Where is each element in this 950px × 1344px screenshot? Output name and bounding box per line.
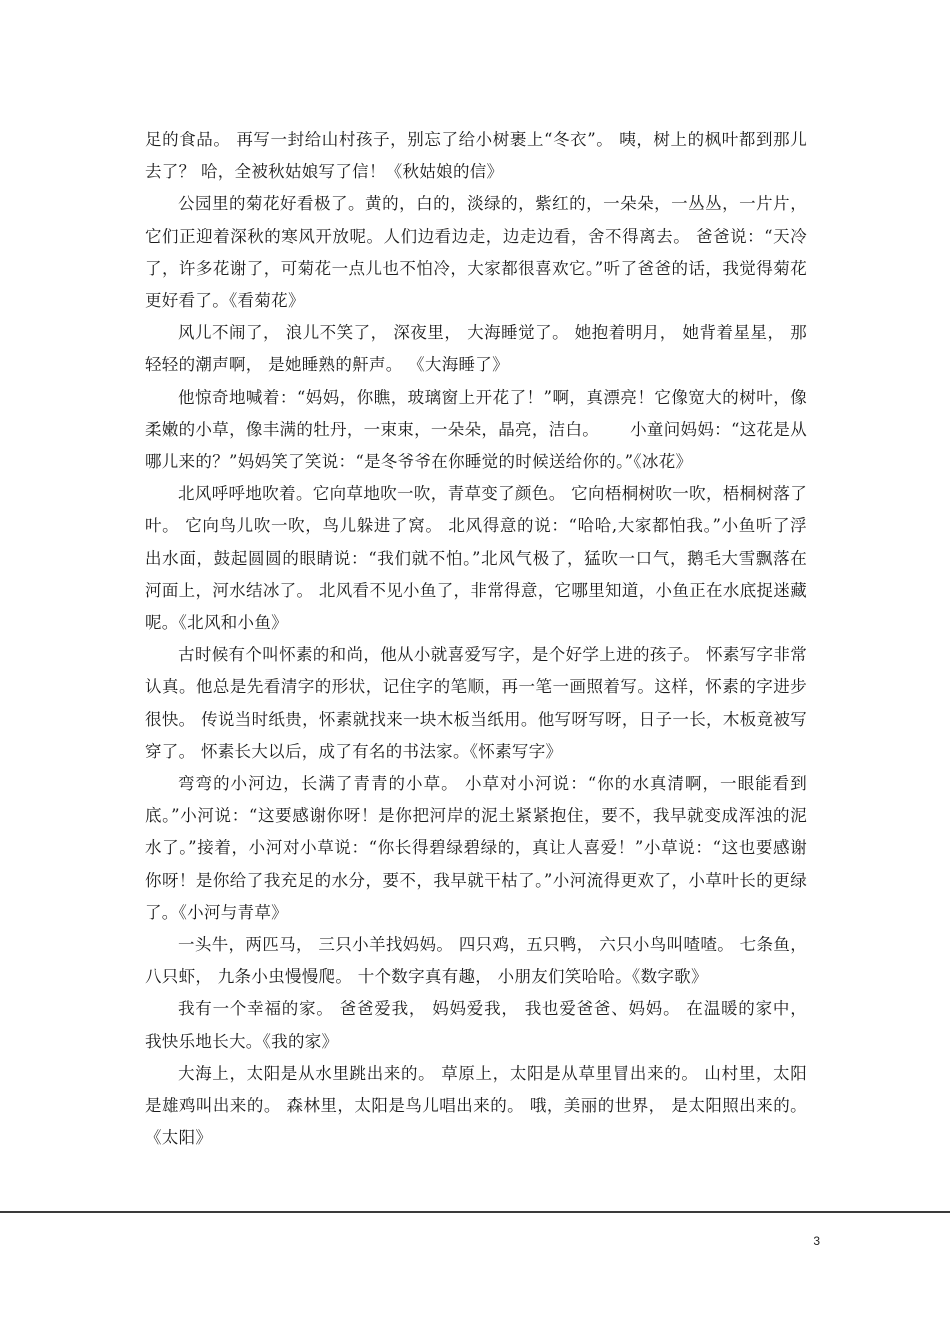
paragraph-autumn-letter: 足的食品。 再写一封给山村孩子，别忘了给小树裹上“冬衣”。 咦，树上的枫叶都到那儿去了？ 哈，全被秋姑娘写了信！《秋姑娘的信》 — [145, 130, 807, 182]
paragraph-chrysanthemum: 公园里的菊花好看极了。黄的，白的，淡绿的，紫红的，一朵朵，一丛丛，一片片，它们正迎着深秋的寒风开放呢。人们边看边走，边走边看，舍不得离去。 爸爸说：“天冷了，许多花谢了，可菊花一点儿也不怕冷，大家都很喜欢它。”听了爸爸的话，我觉得菊花更好看了。《看菊花》 — [145, 194, 807, 311]
paragraph-sea-asleep: 风儿不闹了， 浪儿不笑了， 深夜里， 大海睡觉了。 她抱着明月， 她背着星星， 那轻轻的潮声啊， 是她睡熟的鼾声。 《大海睡了》 — [145, 323, 807, 375]
footer-divider — [0, 1211, 950, 1213]
paragraph-my-home: 我有一个幸福的家。 爸爸爱我， 妈妈爱我， 我也爱爸爸、妈妈。 在温暖的家中， 我快乐地长大。《我的家》 — [145, 999, 807, 1051]
page-body — [145, 124, 807, 1155]
paragraph-ice-flower: 他惊奇地喊着：“妈妈，你瞧，玻璃窗上开花了！”啊，真漂亮！它像宽大的树叶，像柔嫩的小草，像丰满的牡丹，一束束，一朵朵，晶亮，洁白。 小童问妈妈：“这花是从哪儿来的？”妈妈笑了笑说：“是冬爷爷在你睡觉的时候送给你的。”《冰花》 — [145, 387, 807, 472]
page-number: 3 — [813, 1234, 820, 1248]
paragraph-number-song: 一头牛，两匹马， 三只小羊找妈妈。 四只鸡，五只鸭， 六只小鸟叫喳喳。 七条鱼，八只虾， 九条小虫慢慢爬。 十个数字真有趣， 小朋友们笑哈哈。《数字歌》 — [145, 935, 807, 987]
paragraph-sun: 大海上，太阳是从水里跳出来的。 草原上，太阳是从草里冒出来的。 山村里，太阳是雄鸡叫出来的。 森林里，太阳是鸟儿唱出来的。 哦，美丽的世界， 是太阳照出来的。《太阳》 — [145, 1063, 807, 1148]
paragraph-north-wind: 北风呼呼地吹着。它向草地吹一吹，青草变了颜色。 它向梧桐树吹一吹，梧桐树落了叶。 它向鸟儿吹一吹，鸟儿躲进了窝。 北风得意的说：“哈哈,大家都怕我。”小鱼听了浮出水面，鼓起圆圆的眼睛说：“我们就不怕。”北风气极了，猛吹一口气，鹅毛大雪飘落在河面上，河水结冰了。 北风看不见小鱼了，非常得意，它哪里知道，小鱼正在水底捉迷藏呢。《北风和小鱼》 — [145, 484, 807, 633]
paragraph-huaisu: 古时候有个叫怀素的和尚，他从小就喜爱写字，是个好学上进的孩子。 怀素写字非常认真。他总是先看清字的形状，记住字的笔顺，再一笔一画照着写。这样，怀素的字进步很快。 传说当时纸贵，怀素就找来一块木板当纸用。他写呀写呀，日子一长，木板竟被写穿了。 怀素长大以后，成了有名的书法家。《怀素写字》 — [145, 645, 807, 761]
paragraph-river-grass: 弯弯的小河边，长满了青青的小草。 小草对小河说：“你的水真清啊，一眼能看到底。”小河说：“这要感谢你呀！是你把河岸的泥土紧紧抱住，要不，我早就变成浑浊的泥水了。”接着，小河对小草说：“你长得碧绿碧绿的，真让人喜爱！”小草说：“这也要感谢你呀！是你给了我充足的水分，要不，我早就干枯了。”小河流得更欢了，小草叶长的更绿了。《小河与青草》 — [145, 774, 807, 922]
